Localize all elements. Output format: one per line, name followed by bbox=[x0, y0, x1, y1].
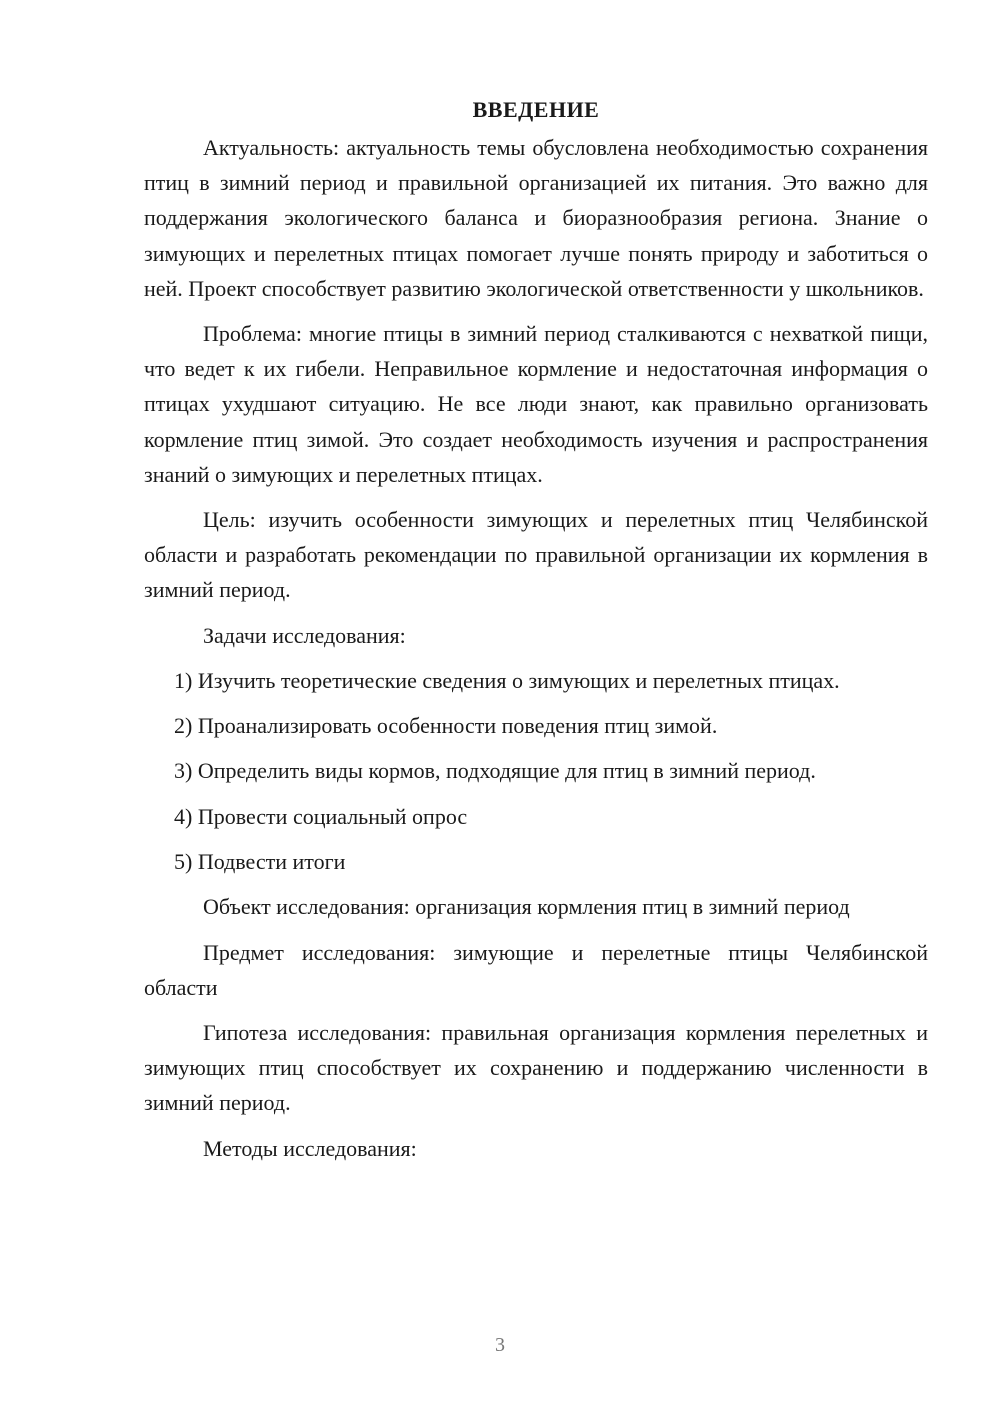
page-number: 3 bbox=[495, 1334, 505, 1356]
relevance-paragraph: Актуальность: актуальность темы обусловлена необходимостью сохранения птиц в зимний период и правильной организацией их питания. Это важно для поддержания экологического баланса и биоразнообразия региона. Знание о зимующих и перелетных птицах помогает лучше понять природу и заботиться о ней. Проект способствует развитию экологической ответственности у школьников. bbox=[144, 135, 928, 301]
goal-paragraph: Цель: изучить особенности зимующих и перелетных птиц Челябинской области и разработать рекомендации по правильной организации их кормления в зимний период. bbox=[144, 507, 928, 603]
page-content bbox=[144, 92, 928, 1176]
tasks-heading: Задачи исследования: bbox=[203, 622, 406, 648]
list-item: 2) Проанализировать особенности поведения птиц зимой. bbox=[174, 713, 718, 739]
list-item: 1) Изучить теоретические сведения о зимующих и перелетных птицах. bbox=[174, 667, 840, 693]
methods-heading: Методы исследования: bbox=[203, 1135, 417, 1161]
tasks-list bbox=[144, 663, 928, 879]
list-item: 3) Определить виды кормов, подходящие для птиц в зимний период. bbox=[174, 758, 816, 784]
subject-paragraph: Предмет исследования: зимующие и перелетные птицы Челябинской области bbox=[144, 939, 928, 1000]
list-item: 4) Провести социальный опрос bbox=[174, 803, 468, 829]
object-paragraph: Объект исследования: организация кормления птиц в зимний период bbox=[203, 894, 850, 920]
problem-paragraph: Проблема: многие птицы в зимний период сталкиваются с нехваткой пищи, что ведет к их гибели. Неправильное кормление и недостаточная информация о птицах ухудшают ситуацию. Не все люди знают, как правильно организовать кормление птиц зимой. Это создает необходимость изучения и распространения знаний о зимующих и перелетных птицах. bbox=[144, 321, 928, 487]
hypothesis-paragraph: Гипотеза исследования: правильная организация кормления перелетных и зимующих птиц способствует их сохранению и поддержанию численности в зимний период. bbox=[144, 1019, 928, 1116]
list-item: 5) Подвести итоги bbox=[174, 849, 346, 875]
section-title: ВВЕДЕНИЕ bbox=[472, 97, 600, 122]
